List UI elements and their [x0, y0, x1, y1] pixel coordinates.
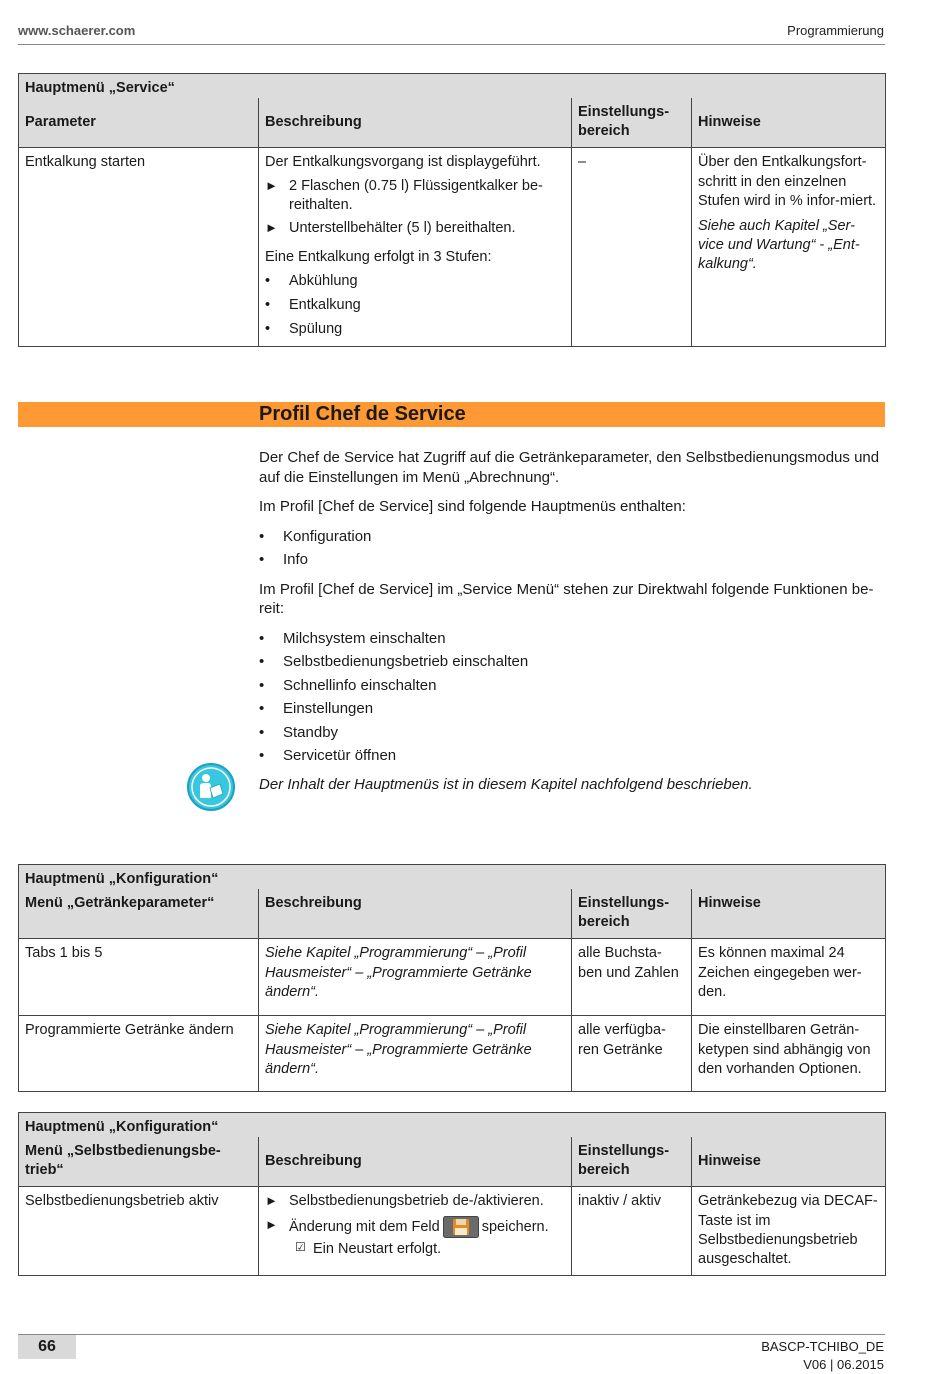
col-header-parameter: Menü „Selbstbedienungsbe-trieb“ — [19, 1137, 259, 1187]
cell-description — [259, 1187, 572, 1276]
cell-range: alle Buchsta-ben und Zahlen — [572, 939, 692, 1016]
col-header-description: Beschreibung — [259, 889, 572, 939]
cell-hints: Es können maximal 24 Zeichen eingegeben wer-den. — [692, 939, 886, 1016]
step-item: ► Selbstbedienungsbetrieb de-/aktivieren. — [265, 1192, 565, 1211]
list-item: • Selbstbedienungsbetrieb einschalten — [259, 653, 529, 670]
arrow-icon: ► — [265, 1216, 278, 1232]
list-item: • Servicetür öffnen — [259, 747, 397, 764]
paragraph: Der Chef de Service hat Zugriff auf die Getränkeparameter, den Selbstbedienungsmodus und auf die Einstellungen im Menü „Abrechnung“. — [259, 449, 880, 486]
cell-description — [259, 148, 572, 347]
col-header-hints: Hinweise — [692, 98, 886, 148]
col-header-hints: Hinweise — [692, 1137, 886, 1187]
beverage-parameters-table — [18, 864, 886, 1092]
hint-text: Über den Entkalkungsfort-schritt in den einzelnen Stufen wird in % infor-miert. — [698, 154, 877, 209]
list-item: • Entkalkung — [265, 297, 361, 314]
header-site: www.schaerer.com — [18, 23, 136, 38]
list-item: • Schnellinfo einschalten — [259, 676, 437, 694]
table-title: Hauptmenü „Konfiguration“ — [19, 865, 886, 890]
arrow-icon: ► — [265, 219, 278, 235]
cell-parameter: Entkalkung starten — [19, 148, 259, 347]
table-row — [19, 148, 886, 347]
section-body — [259, 448, 885, 776]
menus-list — [259, 527, 885, 570]
doc-id: BASCP-TCHIBO_DE — [761, 1339, 884, 1354]
table-title: Hauptmenü „Konfiguration“ — [19, 1113, 886, 1138]
cell-range: – — [572, 148, 692, 347]
list-item: • Einstellungen — [259, 700, 374, 717]
service-table — [18, 73, 886, 347]
cell-description-reference[interactable]: Siehe Kapitel „Programmierung“ – „Profil Hausmeister“ – „Programmierte Getränke ändern“. — [259, 1016, 572, 1092]
arrow-icon: ► — [265, 1193, 278, 1209]
cell-hints: Getränkebezug via DECAF-Taste ist im Selbstbedienungsbetrieb ausgeschaltet. — [692, 1187, 886, 1276]
arrow-icon: ► — [265, 177, 278, 193]
col-header-parameter: Parameter — [19, 98, 259, 148]
result-item: ☑ Ein Neustart erfolgt. — [295, 1240, 565, 1259]
step-item: ► Änderung mit dem Feld speichern. — [265, 1216, 565, 1238]
desc-intro: Der Entkalkungsvorgang ist displaygeführt. — [265, 154, 541, 171]
functions-list — [259, 629, 885, 766]
cell-parameter: Tabs 1 bis 5 — [19, 939, 259, 1016]
table-title: Hauptmenü „Service“ — [19, 74, 886, 99]
cell-parameter: Programmierte Getränke ändern — [19, 1016, 259, 1092]
cell-parameter: Selbstbedienungsbetrieb aktiv — [19, 1187, 259, 1276]
checkbox-icon: ☑ — [295, 1239, 306, 1254]
col-header-description: Beschreibung — [259, 98, 572, 148]
header-rule — [18, 44, 885, 45]
save-icon[interactable] — [443, 1216, 479, 1238]
col-header-parameter: Menü „Getränkeparameter“ — [19, 889, 259, 939]
read-manual-icon — [186, 762, 236, 812]
cell-hints — [692, 148, 886, 347]
page-number: 66 — [18, 1335, 76, 1359]
paragraph: Im Profil [Chef de Service] im „Service Menü“ stehen zur Direktwahl folgende Funktionen be-reit: — [259, 580, 874, 617]
footer-doc-info — [761, 1338, 884, 1374]
cell-description-reference[interactable]: Siehe Kapitel „Programmierung“ – „Profil Hausmeister“ – „Programmierte Getränke ändern“. — [259, 939, 572, 1016]
col-header-range: Einstellungs-bereich — [572, 1137, 692, 1187]
list-item: • Konfiguration — [259, 527, 372, 545]
header-chapter: Programmierung — [787, 23, 884, 38]
paragraph: Im Profil [Chef de Service] sind folgende Hauptmenüs enthalten: — [259, 498, 686, 515]
table-row — [19, 1187, 886, 1276]
doc-version: V06 | 06.2015 — [803, 1357, 884, 1373]
cell-range: inaktiv / aktiv — [572, 1187, 692, 1276]
step-item: ► Unterstellbehälter (5 l) bereithalten. — [265, 219, 565, 238]
col-header-description: Beschreibung — [259, 1137, 572, 1187]
list-item: • Spülung — [265, 321, 343, 338]
footer-rule — [18, 1334, 885, 1335]
table-row — [19, 1016, 886, 1092]
note-text: Der Inhalt der Hauptmenüs ist in diesem Kapitel nachfolgend beschrieben. — [259, 776, 753, 793]
list-item: • Standby — [259, 723, 339, 741]
step-item: ► 2 Flaschen (0.75 l) Flüssigentkalker be-reithalten. — [265, 177, 565, 215]
list-item: • Milchsystem einschalten — [259, 629, 446, 647]
cell-hints: Die einstellbaren Geträn-ketypen sind abhängig von den vorhanden Optionen. — [692, 1016, 886, 1092]
list-item: • Info — [259, 551, 309, 568]
hint-reference[interactable]: Siehe auch Kapitel „Ser-vice und Wartung“ - „Ent-kalkung“. — [698, 217, 860, 272]
section-title: Profil Chef de Service — [259, 403, 466, 425]
list-item: • Abkühlung — [265, 273, 358, 289]
self-service-table — [18, 1112, 886, 1276]
col-header-range: Einstellungs-bereich — [572, 98, 692, 148]
cell-range: alle verfügba-ren Getränke — [572, 1016, 692, 1092]
col-header-hints: Hinweise — [692, 889, 886, 939]
table-row — [19, 939, 886, 1016]
col-header-range: Einstellungs-bereich — [572, 889, 692, 939]
stages-intro: Eine Entkalkung erfolgt in 3 Stufen: — [265, 248, 492, 265]
